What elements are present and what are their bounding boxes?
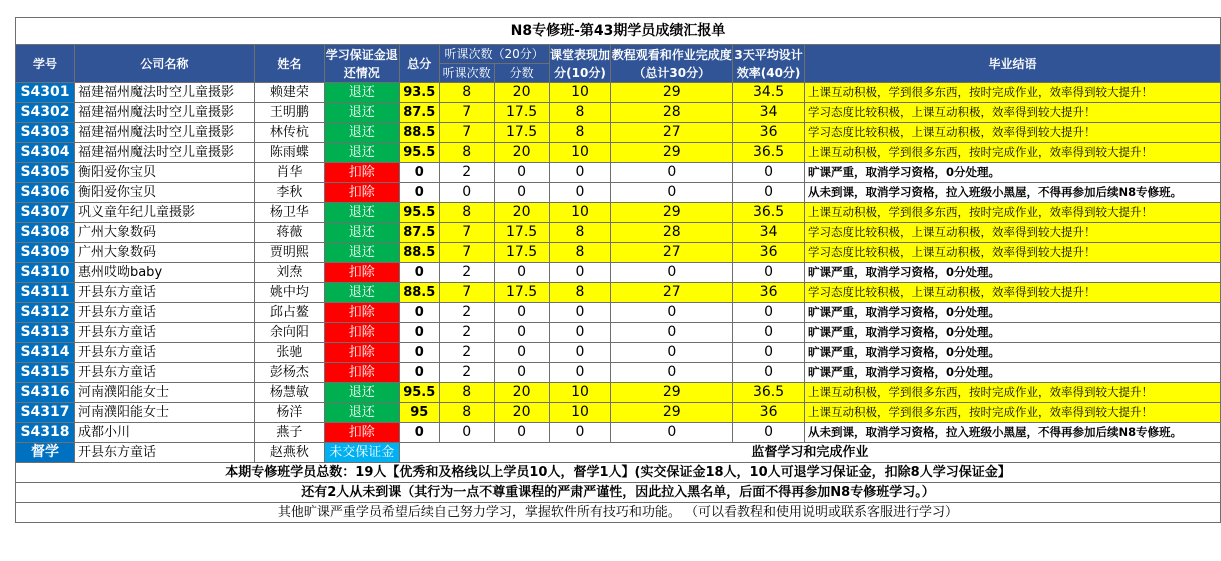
deposit-status: 退还 (324, 143, 399, 163)
student-name: 贾明熙 (254, 243, 324, 263)
student-name: 刘焘 (254, 263, 324, 283)
total-score: 93.5 (399, 83, 439, 103)
conclusion-text: 学习态度比较积极，上课互动积极，效率得到较大提升！ (805, 243, 1221, 263)
table-row (16, 303, 1221, 323)
student-id: S4308 (16, 223, 75, 243)
total-score: 88.5 (399, 123, 439, 143)
company-name: 广州大象数码 (74, 223, 254, 243)
student-id: S4312 (16, 303, 75, 323)
design-score: 0 (733, 163, 805, 183)
tutorial-score: 0 (611, 183, 733, 203)
total-score: 87.5 (399, 223, 439, 243)
deposit-status: 退还 (324, 223, 399, 243)
student-id: S4307 (16, 203, 75, 223)
student-name: 余向阳 (254, 323, 324, 343)
deposit-status: 扣除 (324, 323, 399, 343)
student-id: S4303 (16, 123, 75, 143)
conclusion-text: 上课互动积极，学到很多东西，按时完成作业，效率得到较大提升！ (805, 403, 1221, 423)
header-conclusion: 毕业结语 (805, 45, 1221, 83)
conclusion-text: 学习态度比较积极，上课互动积极，效率得到较大提升！ (805, 223, 1221, 243)
conclusion-text: 学习态度比较积极，上课互动积极，效率得到较大提升！ (805, 283, 1221, 303)
supervisor-deposit-status: 未交保证金 (324, 443, 399, 463)
table-row (16, 183, 1221, 203)
header-total: 总分 (399, 45, 439, 83)
student-name: 张驰 (254, 343, 324, 363)
student-id: S4314 (16, 343, 75, 363)
student-id: S4313 (16, 323, 75, 343)
classroom-score: 8 (549, 223, 611, 243)
table-row (16, 83, 1221, 103)
tutorial-score: 29 (611, 403, 733, 423)
total-score: 95 (399, 403, 439, 423)
header-deposit: 学习保证金退还情况 (324, 45, 399, 83)
attendance-score: 17.5 (494, 123, 549, 143)
student-name: 杨卫华 (254, 203, 324, 223)
attendance-score: 0 (494, 343, 549, 363)
tutorial-score: 27 (611, 283, 733, 303)
conclusion-text: 学习态度比较积极，上课互动积极，效率得到较大提升！ (805, 123, 1221, 143)
classroom-score: 10 (549, 143, 611, 163)
supervisor-summary: 监督学习和完成作业 (399, 443, 1220, 463)
student-name: 杨洋 (254, 403, 324, 423)
attendance-count: 7 (439, 103, 494, 123)
attendance-count: 2 (439, 323, 494, 343)
design-score: 34.5 (733, 83, 805, 103)
attendance-score: 0 (494, 423, 549, 443)
attendance-score: 17.5 (494, 103, 549, 123)
student-id: S4302 (16, 103, 75, 123)
tutorial-score: 0 (611, 263, 733, 283)
header-attendance-count: 听课次数 (439, 64, 494, 83)
student-name: 燕子 (254, 423, 324, 443)
design-score: 0 (733, 343, 805, 363)
attendance-count: 2 (439, 163, 494, 183)
deposit-status: 扣除 (324, 303, 399, 323)
tutorial-score: 0 (611, 343, 733, 363)
table-row (16, 143, 1221, 163)
attendance-count: 2 (439, 363, 494, 383)
company-name: 开县东方童话 (74, 283, 254, 303)
student-id: S4315 (16, 363, 75, 383)
conclusion-text: 上课互动积极，学到很多东西，按时完成作业，效率得到较大提升！ (805, 383, 1221, 403)
header-company: 公司名称 (74, 45, 254, 83)
classroom-score: 0 (549, 323, 611, 343)
table-row (16, 383, 1221, 403)
table-row (16, 343, 1221, 363)
design-score: 0 (733, 303, 805, 323)
total-score: 0 (399, 323, 439, 343)
company-name: 开县东方童话 (74, 363, 254, 383)
attendance-count: 7 (439, 283, 494, 303)
conclusion-text: 旷课严重，取消学习资格，0分处理。 (805, 263, 1221, 283)
conclusion-text: 从未到课，取消学习资格，拉入班级小黑屋，不得再参加后续N8专修班。 (805, 183, 1221, 203)
total-score: 0 (399, 363, 439, 383)
design-score: 34 (733, 223, 805, 243)
student-id: S4306 (16, 183, 75, 203)
deposit-status: 扣除 (324, 183, 399, 203)
table-row (16, 323, 1221, 343)
classroom-score: 0 (549, 363, 611, 383)
classroom-score: 0 (549, 263, 611, 283)
student-name: 姚中均 (254, 283, 324, 303)
company-name: 成都小川 (74, 423, 254, 443)
header-design: 3天平均设计效率(40分) (733, 45, 805, 83)
total-score: 95.5 (399, 203, 439, 223)
conclusion-text: 从未到课，取消学习资格，拉入班级小黑屋，不得再参加后续N8专修班。 (805, 423, 1221, 443)
classroom-score: 0 (549, 423, 611, 443)
classroom-score: 8 (549, 283, 611, 303)
conclusion-text: 旷课严重，取消学习资格，0分处理。 (805, 303, 1221, 323)
student-name: 李秋 (254, 183, 324, 203)
conclusion-text: 上课互动积极，学到很多东西，按时完成作业，效率得到较大提升！ (805, 203, 1221, 223)
total-score: 88.5 (399, 283, 439, 303)
classroom-score: 0 (549, 343, 611, 363)
report-title: N8专修班-第43期学员成绩汇报单 (16, 18, 1221, 45)
attendance-score: 0 (494, 183, 549, 203)
tutorial-score: 0 (611, 363, 733, 383)
company-name: 福建福州魔法时空儿童摄影 (74, 123, 254, 143)
conclusion-text: 上课互动积极，学到很多东西，按时完成作业，效率得到较大提升！ (805, 143, 1221, 163)
attendance-count: 2 (439, 343, 494, 363)
table-row (16, 263, 1221, 283)
total-score: 95.5 (399, 383, 439, 403)
attendance-count: 7 (439, 223, 494, 243)
design-score: 0 (733, 363, 805, 383)
tutorial-score: 29 (611, 203, 733, 223)
table-row (16, 283, 1221, 303)
student-name: 蒋薇 (254, 223, 324, 243)
total-score: 95.5 (399, 143, 439, 163)
table-row (16, 123, 1221, 143)
total-score: 0 (399, 303, 439, 323)
student-name: 林传杭 (254, 123, 324, 143)
header-attendance-score: 分数 (494, 64, 549, 83)
classroom-score: 10 (549, 83, 611, 103)
design-score: 0 (733, 423, 805, 443)
tutorial-score: 0 (611, 163, 733, 183)
company-name: 开县东方童话 (74, 323, 254, 343)
classroom-score: 0 (549, 163, 611, 183)
company-name: 巩义童年纪儿童摄影 (74, 203, 254, 223)
company-name: 河南濮阳能女士 (74, 383, 254, 403)
attendance-count: 8 (439, 83, 494, 103)
conclusion-text: 学习态度比较积极，上课互动积极，效率得到较大提升！ (805, 103, 1221, 123)
student-name: 陈雨蝶 (254, 143, 324, 163)
company-name: 广州大象数码 (74, 243, 254, 263)
total-score: 0 (399, 183, 439, 203)
attendance-score: 0 (494, 323, 549, 343)
attendance-count: 8 (439, 383, 494, 403)
total-score: 0 (399, 423, 439, 443)
footer-note: 其他旷课严重学员希望后续自己努力学习，掌握软件所有技巧和功能。 （可以看教程和使用说明或联系客服进行学习） (16, 503, 1221, 523)
student-id: S4317 (16, 403, 75, 423)
design-score: 0 (733, 263, 805, 283)
total-score: 88.5 (399, 243, 439, 263)
design-score: 36.5 (733, 143, 805, 163)
attendance-count: 0 (439, 423, 494, 443)
attendance-score: 17.5 (494, 243, 549, 263)
attendance-score: 0 (494, 163, 549, 183)
table-row (16, 403, 1221, 423)
student-name: 邱占鳌 (254, 303, 324, 323)
classroom-score: 10 (549, 383, 611, 403)
classroom-score: 10 (549, 403, 611, 423)
attendance-score: 0 (494, 303, 549, 323)
deposit-status: 退还 (324, 403, 399, 423)
deposit-status: 退还 (324, 203, 399, 223)
attendance-count: 8 (439, 203, 494, 223)
company-name: 河南濮阳能女士 (74, 403, 254, 423)
attendance-score: 20 (494, 83, 549, 103)
company-name: 惠州哎呦baby (74, 263, 254, 283)
student-id: S4311 (16, 283, 75, 303)
design-score: 36.5 (733, 383, 805, 403)
table-row (16, 363, 1221, 383)
table-row (16, 103, 1221, 123)
conclusion-text: 上课互动积极，学到很多东西，按时完成作业，效率得到较大提升！ (805, 83, 1221, 103)
tutorial-score: 29 (611, 143, 733, 163)
deposit-status: 退还 (324, 383, 399, 403)
tutorial-score: 27 (611, 243, 733, 263)
attendance-score: 17.5 (494, 223, 549, 243)
classroom-score: 0 (549, 303, 611, 323)
deposit-status: 退还 (324, 243, 399, 263)
header-id: 学号 (16, 45, 75, 83)
deposit-status: 扣除 (324, 363, 399, 383)
attendance-count: 7 (439, 243, 494, 263)
classroom-score: 10 (549, 203, 611, 223)
deposit-status: 扣除 (324, 163, 399, 183)
classroom-score: 8 (549, 103, 611, 123)
deposit-status: 扣除 (324, 263, 399, 283)
company-name: 开县东方童话 (74, 343, 254, 363)
conclusion-text: 旷课严重，取消学习资格，0分处理。 (805, 363, 1221, 383)
student-name: 彭杨杰 (254, 363, 324, 383)
student-name: 王明鹏 (254, 103, 324, 123)
classroom-score: 0 (549, 183, 611, 203)
student-id: S4301 (16, 83, 75, 103)
tutorial-score: 0 (611, 303, 733, 323)
total-score: 0 (399, 163, 439, 183)
deposit-status: 退还 (324, 283, 399, 303)
table-row (16, 423, 1221, 443)
classroom-score: 8 (549, 243, 611, 263)
attendance-score: 17.5 (494, 283, 549, 303)
total-score: 87.5 (399, 103, 439, 123)
tutorial-score: 0 (611, 323, 733, 343)
company-name: 福建福州魔法时空儿童摄影 (74, 143, 254, 163)
student-id: S4305 (16, 163, 75, 183)
footer-summary: 本期专修班学员总数：19人【优秀和及格线以上学员10人，督学1人】(实交保证金18人，10人可退学习保证金，扣除8人学习保证金】 (16, 463, 1221, 483)
header-tutorial: 教程观看和作业完成度（总计30分） (611, 45, 733, 83)
student-name: 肖华 (254, 163, 324, 183)
table-row (16, 243, 1221, 263)
total-score: 0 (399, 343, 439, 363)
supervisor-id: 督学 (16, 443, 75, 463)
company-name: 福建福州魔法时空儿童摄影 (74, 103, 254, 123)
attendance-score: 20 (494, 403, 549, 423)
attendance-count: 0 (439, 183, 494, 203)
tutorial-score: 28 (611, 223, 733, 243)
attendance-count: 8 (439, 403, 494, 423)
table-row (16, 163, 1221, 183)
attendance-score: 0 (494, 263, 549, 283)
attendance-count: 7 (439, 123, 494, 143)
header-name: 姓名 (254, 45, 324, 83)
design-score: 36.5 (733, 203, 805, 223)
design-score: 34 (733, 103, 805, 123)
design-score: 36 (733, 283, 805, 303)
header-classroom: 课堂表现加分(10分) (549, 45, 611, 83)
design-score: 0 (733, 323, 805, 343)
student-id: S4310 (16, 263, 75, 283)
deposit-status: 退还 (324, 83, 399, 103)
tutorial-score: 0 (611, 423, 733, 443)
attendance-score: 20 (494, 203, 549, 223)
attendance-score: 0 (494, 363, 549, 383)
student-id: S4304 (16, 143, 75, 163)
tutorial-score: 27 (611, 123, 733, 143)
student-name: 赖建荣 (254, 83, 324, 103)
attendance-count: 8 (439, 143, 494, 163)
deposit-status: 退还 (324, 123, 399, 143)
tutorial-score: 29 (611, 83, 733, 103)
attendance-score: 20 (494, 383, 549, 403)
supervisor-company: 开县东方童话 (74, 443, 254, 463)
deposit-status: 退还 (324, 103, 399, 123)
design-score: 36 (733, 123, 805, 143)
conclusion-text: 旷课严重，取消学习资格，0分处理。 (805, 343, 1221, 363)
footer-warning: 还有2人从未到课（其行为一点不尊重课程的严肃严谨性，因此拉入黑名单，后面不得再参加N8专修班学习。） (16, 483, 1221, 503)
company-name: 开县东方童话 (74, 303, 254, 323)
company-name: 衡阳爱你宝贝 (74, 163, 254, 183)
supervisor-name: 赵燕秋 (254, 443, 324, 463)
header-attendance-group: 听课次数（20分） (439, 45, 549, 64)
company-name: 福建福州魔法时空儿童摄影 (74, 83, 254, 103)
table-row (16, 223, 1221, 243)
company-name: 衡阳爱你宝贝 (74, 183, 254, 203)
student-id: S4318 (16, 423, 75, 443)
design-score: 36 (733, 403, 805, 423)
design-score: 36 (733, 243, 805, 263)
deposit-status: 扣除 (324, 343, 399, 363)
attendance-score: 20 (494, 143, 549, 163)
design-score: 0 (733, 183, 805, 203)
attendance-count: 2 (439, 263, 494, 283)
score-report-sheet (15, 17, 1221, 523)
conclusion-text: 旷课严重，取消学习资格，0分处理。 (805, 163, 1221, 183)
attendance-count: 2 (439, 303, 494, 323)
total-score: 0 (399, 263, 439, 283)
table-row (16, 203, 1221, 223)
student-id: S4309 (16, 243, 75, 263)
conclusion-text: 旷课严重，取消学习资格，0分处理。 (805, 323, 1221, 343)
deposit-status: 扣除 (324, 423, 399, 443)
student-name: 杨慧敏 (254, 383, 324, 403)
classroom-score: 8 (549, 123, 611, 143)
tutorial-score: 28 (611, 103, 733, 123)
tutorial-score: 29 (611, 383, 733, 403)
student-id: S4316 (16, 383, 75, 403)
